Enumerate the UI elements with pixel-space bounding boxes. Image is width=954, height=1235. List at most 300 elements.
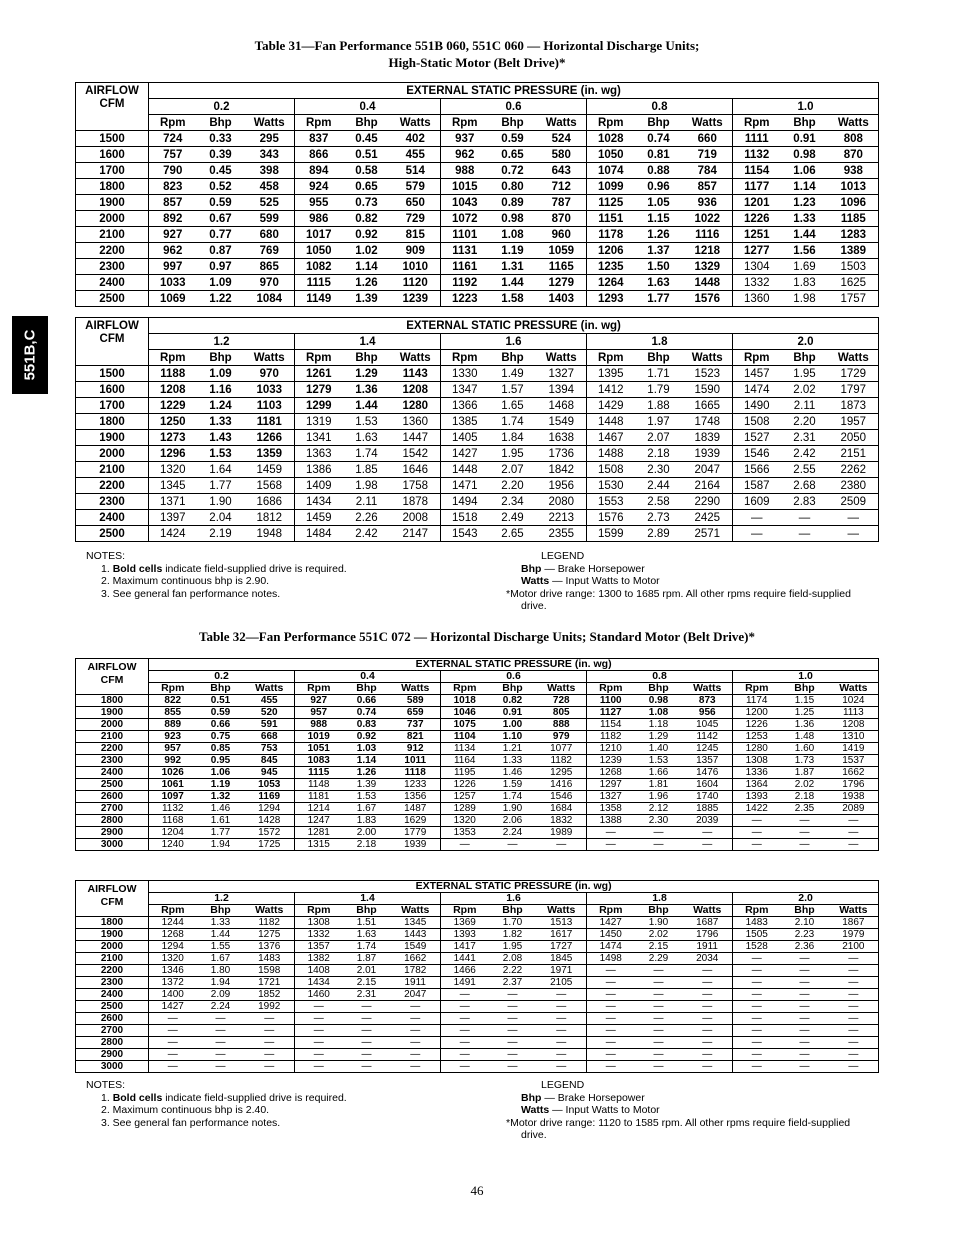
airflow-cell: 2500 bbox=[76, 526, 149, 542]
value-cell: 1182 bbox=[587, 731, 635, 743]
value-cell: 1.37 bbox=[635, 243, 683, 259]
value-cell: 2164 bbox=[683, 478, 733, 494]
value-cell: 1.58 bbox=[489, 291, 537, 307]
value-cell: 1796 bbox=[683, 929, 733, 941]
value-cell: — bbox=[781, 1013, 829, 1025]
value-cell: 823 bbox=[149, 179, 197, 195]
value-cell: 1508 bbox=[587, 462, 635, 478]
value-cell: 1.98 bbox=[781, 291, 829, 307]
value-cell: 1182 bbox=[537, 755, 587, 767]
column-label: Rpm bbox=[441, 905, 489, 917]
value-cell: 1503 bbox=[829, 259, 879, 275]
pressure-header: 0.6 bbox=[441, 99, 587, 115]
value-cell: 1218 bbox=[683, 243, 733, 259]
value-cell: 1447 bbox=[391, 430, 441, 446]
value-cell: 1336 bbox=[733, 767, 781, 779]
value-cell: 1154 bbox=[733, 163, 781, 179]
value-cell: 1134 bbox=[441, 743, 489, 755]
value-cell: — bbox=[635, 1001, 683, 1013]
column-label: Bhp bbox=[343, 350, 391, 366]
value-cell: 719 bbox=[683, 147, 733, 163]
pressure-header: 2.0 bbox=[733, 893, 879, 905]
value-cell: 1024 bbox=[829, 695, 879, 707]
value-cell: 1393 bbox=[733, 791, 781, 803]
value-cell: 938 bbox=[829, 163, 879, 179]
value-cell: — bbox=[197, 1013, 245, 1025]
pressure-header: 0.2 bbox=[149, 99, 295, 115]
airflow-cell: 1500 bbox=[76, 366, 149, 382]
table-row bbox=[76, 179, 879, 195]
column-label: Rpm bbox=[295, 905, 343, 917]
value-cell: — bbox=[197, 1025, 245, 1037]
value-cell: — bbox=[441, 1025, 489, 1037]
value-cell: 1686 bbox=[245, 494, 295, 510]
column-label: Bhp bbox=[343, 905, 391, 917]
side-tab-label: 551B,C bbox=[21, 329, 39, 381]
value-cell: 1308 bbox=[295, 917, 343, 929]
column-label: Watts bbox=[829, 350, 879, 366]
table-row bbox=[76, 695, 879, 707]
value-cell: 1308 bbox=[733, 755, 781, 767]
value-cell: 1028 bbox=[587, 131, 635, 147]
value-cell: 1226 bbox=[733, 719, 781, 731]
value-cell: — bbox=[343, 1049, 391, 1061]
value-cell: 2.73 bbox=[635, 510, 683, 526]
value-cell: 1104 bbox=[441, 731, 489, 743]
column-label: Bhp bbox=[635, 683, 683, 695]
value-cell: 2425 bbox=[683, 510, 733, 526]
value-cell: 1235 bbox=[587, 259, 635, 275]
table-row bbox=[76, 526, 879, 542]
value-cell: 1154 bbox=[587, 719, 635, 731]
value-cell: 1210 bbox=[587, 743, 635, 755]
value-cell: 1.56 bbox=[781, 243, 829, 259]
value-cell: 909 bbox=[391, 243, 441, 259]
value-cell: 1409 bbox=[295, 478, 343, 494]
value-cell: 0.81 bbox=[635, 147, 683, 163]
table-row bbox=[76, 195, 879, 211]
value-cell: 1.83 bbox=[343, 815, 391, 827]
value-cell: 1488 bbox=[587, 446, 635, 462]
value-cell: 1113 bbox=[829, 707, 879, 719]
column-label: Bhp bbox=[489, 683, 537, 695]
value-cell: 2.68 bbox=[781, 478, 829, 494]
value-cell: 0.45 bbox=[343, 131, 391, 147]
value-cell: 2100 bbox=[829, 941, 879, 953]
value-cell: — bbox=[149, 1013, 197, 1025]
value-cell: 2.65 bbox=[489, 526, 537, 542]
column-label: Watts bbox=[391, 350, 441, 366]
value-cell: — bbox=[587, 965, 635, 977]
column-label: Bhp bbox=[197, 683, 245, 695]
table-row bbox=[76, 227, 879, 243]
airflow-cell: 2100 bbox=[76, 953, 149, 965]
value-cell: 2.20 bbox=[781, 414, 829, 430]
value-cell: 1528 bbox=[733, 941, 781, 953]
value-cell: 1.81 bbox=[635, 779, 683, 791]
value-cell: 1460 bbox=[295, 989, 343, 1001]
legend-watts: Watts — Input Watts to Motor bbox=[521, 1104, 660, 1116]
value-cell: 1200 bbox=[733, 707, 781, 719]
value-cell: 1347 bbox=[441, 382, 489, 398]
value-cell: 1168 bbox=[149, 815, 197, 827]
airflow-cell: 2000 bbox=[76, 719, 149, 731]
value-cell: — bbox=[781, 815, 829, 827]
value-cell: 1403 bbox=[537, 291, 587, 307]
table-row bbox=[76, 414, 879, 430]
value-cell: 1957 bbox=[829, 414, 879, 430]
value-cell: 757 bbox=[149, 147, 197, 163]
table32-notes bbox=[86, 1079, 506, 1129]
value-cell: — bbox=[781, 965, 829, 977]
value-cell: 343 bbox=[245, 147, 295, 163]
value-cell: 0.98 bbox=[781, 147, 829, 163]
value-cell: 2047 bbox=[683, 462, 733, 478]
value-cell: 599 bbox=[245, 211, 295, 227]
value-cell: 2509 bbox=[829, 494, 879, 510]
value-cell: 1992 bbox=[245, 1001, 295, 1013]
column-label: Watts bbox=[245, 350, 295, 366]
value-cell: 2.15 bbox=[635, 941, 683, 953]
value-cell: 1059 bbox=[537, 243, 587, 259]
value-cell: 1050 bbox=[587, 147, 635, 163]
value-cell: 1251 bbox=[733, 227, 781, 243]
value-cell: 1779 bbox=[391, 827, 441, 839]
value-cell: 1427 bbox=[441, 446, 489, 462]
value-cell: — bbox=[829, 1001, 879, 1013]
value-cell: — bbox=[391, 1001, 441, 1013]
value-cell: 1.14 bbox=[343, 259, 391, 275]
value-cell: — bbox=[391, 1049, 441, 1061]
value-cell: 2355 bbox=[537, 526, 587, 542]
value-cell: 1.10 bbox=[489, 731, 537, 743]
value-cell: — bbox=[537, 1001, 587, 1013]
value-cell: 1366 bbox=[441, 398, 489, 414]
value-cell: 1.95 bbox=[781, 366, 829, 382]
value-cell: 1.83 bbox=[781, 275, 829, 291]
value-cell: 1.25 bbox=[781, 707, 829, 719]
value-cell: 2.23 bbox=[781, 929, 829, 941]
value-cell: 1405 bbox=[441, 430, 489, 446]
value-cell: 2.30 bbox=[635, 815, 683, 827]
value-cell: — bbox=[295, 1025, 343, 1037]
esp-header: EXTERNAL STATIC PRESSURE (in. wg) bbox=[149, 318, 879, 334]
value-cell: — bbox=[537, 1061, 587, 1073]
value-cell: 1629 bbox=[391, 815, 441, 827]
value-cell: 1.43 bbox=[197, 430, 245, 446]
column-label: Watts bbox=[683, 115, 733, 131]
value-cell: 1296 bbox=[149, 446, 197, 462]
value-cell: 992 bbox=[149, 755, 197, 767]
value-cell: — bbox=[733, 526, 781, 542]
value-cell: — bbox=[829, 827, 879, 839]
value-cell: 2.18 bbox=[781, 791, 829, 803]
value-cell: 1.06 bbox=[197, 767, 245, 779]
column-label: Watts bbox=[245, 115, 295, 131]
value-cell: 1989 bbox=[537, 827, 587, 839]
value-cell: 936 bbox=[683, 195, 733, 211]
table-row bbox=[76, 382, 879, 398]
pressure-header: 1.6 bbox=[441, 893, 587, 905]
value-cell: 1148 bbox=[295, 779, 343, 791]
value-cell: 1.33 bbox=[197, 917, 245, 929]
value-cell: 1.61 bbox=[197, 815, 245, 827]
value-cell: 1239 bbox=[587, 755, 635, 767]
value-cell: — bbox=[635, 1049, 683, 1061]
value-cell: — bbox=[683, 1013, 733, 1025]
value-cell: — bbox=[829, 965, 879, 977]
table-row bbox=[76, 243, 879, 259]
value-cell: 724 bbox=[149, 131, 197, 147]
value-cell: 1257 bbox=[441, 791, 489, 803]
value-cell: 1483 bbox=[733, 917, 781, 929]
value-cell: — bbox=[489, 1061, 537, 1073]
airflow-cell: 2400 bbox=[76, 767, 149, 779]
value-cell: — bbox=[829, 1037, 879, 1049]
value-cell: 2089 bbox=[829, 803, 879, 815]
value-cell: — bbox=[829, 1025, 879, 1037]
value-cell: 1294 bbox=[245, 803, 295, 815]
value-cell: 1467 bbox=[587, 430, 635, 446]
value-cell: — bbox=[245, 1049, 295, 1061]
value-cell: 2047 bbox=[391, 989, 441, 1001]
value-cell: 1395 bbox=[587, 366, 635, 382]
value-cell: 2.55 bbox=[781, 462, 829, 478]
value-cell: 1043 bbox=[441, 195, 489, 211]
value-cell: 737 bbox=[391, 719, 441, 731]
column-label: Watts bbox=[683, 905, 733, 917]
value-cell: 2.31 bbox=[343, 989, 391, 1001]
value-cell: 0.80 bbox=[489, 179, 537, 195]
value-cell: 962 bbox=[149, 243, 197, 259]
value-cell: 1214 bbox=[295, 803, 343, 815]
value-cell: — bbox=[149, 1037, 197, 1049]
table-row bbox=[76, 131, 879, 147]
value-cell: 1.65 bbox=[489, 398, 537, 414]
value-cell: 1979 bbox=[829, 929, 879, 941]
table31-title-line2: High‑Static Motor (Belt Drive)* bbox=[388, 55, 566, 70]
value-cell: 1084 bbox=[245, 291, 295, 307]
table-row bbox=[76, 1001, 879, 1013]
value-cell: 589 bbox=[391, 695, 441, 707]
value-cell: 2.02 bbox=[781, 779, 829, 791]
value-cell: 1013 bbox=[829, 179, 879, 195]
value-cell: 866 bbox=[295, 147, 343, 163]
value-cell: 1253 bbox=[733, 731, 781, 743]
pressure-header: 1.4 bbox=[295, 893, 441, 905]
value-cell: 1.79 bbox=[635, 382, 683, 398]
value-cell: — bbox=[635, 1025, 683, 1037]
value-cell: 1281 bbox=[295, 827, 343, 839]
value-cell: 1727 bbox=[537, 941, 587, 953]
value-cell: 924 bbox=[295, 179, 343, 195]
value-cell: 955 bbox=[295, 195, 343, 211]
value-cell: 1.24 bbox=[197, 398, 245, 414]
value-cell: 1443 bbox=[391, 929, 441, 941]
value-cell: 1330 bbox=[441, 366, 489, 382]
airflow-cell: 1900 bbox=[76, 707, 149, 719]
table32-block2 bbox=[75, 880, 879, 1073]
table-row bbox=[76, 275, 879, 291]
value-cell: 822 bbox=[149, 695, 197, 707]
value-cell: 1.00 bbox=[489, 719, 537, 731]
value-cell: 1428 bbox=[245, 815, 295, 827]
value-cell: 2.00 bbox=[343, 827, 391, 839]
table-row bbox=[76, 398, 879, 414]
value-cell: 402 bbox=[391, 131, 441, 147]
value-cell: 1120 bbox=[391, 275, 441, 291]
value-cell: 0.74 bbox=[343, 707, 391, 719]
value-cell: 1.51 bbox=[343, 917, 391, 929]
value-cell: 1.94 bbox=[197, 977, 245, 989]
value-cell: — bbox=[295, 1049, 343, 1061]
airflow-cell: 2000 bbox=[76, 941, 149, 953]
value-cell: 1.70 bbox=[489, 917, 537, 929]
value-cell: 1201 bbox=[733, 195, 781, 211]
airflow-cell: 2400 bbox=[76, 989, 149, 1001]
airflow-header: AIRFLOW CFM bbox=[76, 83, 149, 131]
value-cell: — bbox=[683, 1001, 733, 1013]
value-cell: 2151 bbox=[829, 446, 879, 462]
value-cell: 845 bbox=[245, 755, 295, 767]
value-cell: 1385 bbox=[441, 414, 489, 430]
value-cell: 2.11 bbox=[781, 398, 829, 414]
value-cell: 1101 bbox=[441, 227, 489, 243]
value-cell: — bbox=[489, 1049, 537, 1061]
value-cell: 1164 bbox=[441, 755, 489, 767]
value-cell: 1543 bbox=[441, 526, 489, 542]
value-cell: — bbox=[295, 1061, 343, 1073]
value-cell: 1280 bbox=[733, 743, 781, 755]
value-cell: 0.88 bbox=[635, 163, 683, 179]
value-cell: 0.58 bbox=[343, 163, 391, 179]
value-cell: 927 bbox=[295, 695, 343, 707]
value-cell: 1.15 bbox=[635, 211, 683, 227]
airflow-cell: 2200 bbox=[76, 965, 149, 977]
value-cell: — bbox=[343, 1013, 391, 1025]
value-cell: 1.33 bbox=[197, 414, 245, 430]
value-cell: 1229 bbox=[149, 398, 197, 414]
value-cell: 1.53 bbox=[343, 791, 391, 803]
value-cell: 0.66 bbox=[343, 695, 391, 707]
value-cell: 0.98 bbox=[489, 211, 537, 227]
table-row bbox=[76, 1013, 879, 1025]
value-cell: 1530 bbox=[587, 478, 635, 494]
value-cell: 769 bbox=[245, 243, 295, 259]
value-cell: — bbox=[245, 1025, 295, 1037]
value-cell: 0.82 bbox=[343, 211, 391, 227]
value-cell: — bbox=[587, 827, 635, 839]
value-cell: 680 bbox=[245, 227, 295, 243]
value-cell: 808 bbox=[829, 131, 879, 147]
value-cell: 970 bbox=[245, 366, 295, 382]
value-cell: 1.08 bbox=[635, 707, 683, 719]
value-cell: — bbox=[683, 1025, 733, 1037]
column-label: Bhp bbox=[781, 905, 829, 917]
value-cell: 2.04 bbox=[197, 510, 245, 526]
value-cell: 2.42 bbox=[343, 526, 391, 542]
airflow-cell: 2800 bbox=[76, 1037, 149, 1049]
value-cell: — bbox=[635, 989, 683, 1001]
value-cell: 857 bbox=[683, 179, 733, 195]
value-cell: 1.74 bbox=[343, 941, 391, 953]
airflow-cell: 2300 bbox=[76, 494, 149, 510]
airflow-cell: 1600 bbox=[76, 147, 149, 163]
value-cell: — bbox=[733, 989, 781, 1001]
value-cell: 712 bbox=[537, 179, 587, 195]
value-cell: 1332 bbox=[733, 275, 781, 291]
value-cell: — bbox=[683, 977, 733, 989]
value-cell: 1758 bbox=[391, 478, 441, 494]
value-cell: 1.32 bbox=[197, 791, 245, 803]
table-row bbox=[76, 259, 879, 275]
value-cell: 2.08 bbox=[489, 953, 537, 965]
value-cell: — bbox=[391, 1061, 441, 1073]
value-cell: 1250 bbox=[149, 414, 197, 430]
value-cell: 1261 bbox=[295, 366, 343, 382]
pressure-header: 0.6 bbox=[441, 671, 587, 683]
value-cell: 1625 bbox=[829, 275, 879, 291]
value-cell: — bbox=[587, 1025, 635, 1037]
column-label: Watts bbox=[391, 115, 441, 131]
value-cell: — bbox=[537, 989, 587, 1001]
value-cell: 1.74 bbox=[489, 791, 537, 803]
value-cell: 1177 bbox=[733, 179, 781, 195]
column-label: Rpm bbox=[733, 905, 781, 917]
value-cell: 1422 bbox=[733, 803, 781, 815]
value-cell: 1508 bbox=[733, 414, 781, 430]
value-cell: 1116 bbox=[683, 227, 733, 243]
pressure-header: 0.8 bbox=[587, 99, 733, 115]
value-cell: 815 bbox=[391, 227, 441, 243]
value-cell: — bbox=[781, 989, 829, 1001]
table-row bbox=[76, 917, 879, 929]
airflow-cell: 1800 bbox=[76, 414, 149, 430]
value-cell: 1474 bbox=[733, 382, 781, 398]
value-cell: 1.60 bbox=[781, 743, 829, 755]
value-cell: 455 bbox=[391, 147, 441, 163]
value-cell: 1.19 bbox=[489, 243, 537, 259]
note-3: 3. See general fan performance notes. bbox=[101, 1116, 281, 1129]
value-cell: 1939 bbox=[683, 446, 733, 462]
value-cell: 1.84 bbox=[489, 430, 537, 446]
value-cell: 0.52 bbox=[197, 179, 245, 195]
value-cell: 1208 bbox=[829, 719, 879, 731]
value-cell: 1097 bbox=[149, 791, 197, 803]
table-row bbox=[76, 163, 879, 179]
value-cell: 1279 bbox=[537, 275, 587, 291]
value-cell: 1.14 bbox=[781, 179, 829, 195]
airflow-cell: 1800 bbox=[76, 695, 149, 707]
value-cell: 1457 bbox=[733, 366, 781, 382]
value-cell: 1.66 bbox=[635, 767, 683, 779]
value-cell: 1.73 bbox=[781, 755, 829, 767]
value-cell: — bbox=[489, 989, 537, 1001]
value-cell: 1468 bbox=[537, 398, 587, 414]
airflow-cell: 2200 bbox=[76, 743, 149, 755]
value-cell: 0.74 bbox=[635, 131, 683, 147]
value-cell: 1878 bbox=[391, 494, 441, 510]
value-cell: 1474 bbox=[587, 941, 635, 953]
value-cell: 1736 bbox=[537, 446, 587, 462]
value-cell: 1.18 bbox=[635, 719, 683, 731]
column-label: Watts bbox=[245, 683, 295, 695]
column-label: Rpm bbox=[587, 350, 635, 366]
value-cell: 1332 bbox=[295, 929, 343, 941]
value-cell: 1083 bbox=[295, 755, 343, 767]
column-label: Rpm bbox=[733, 683, 781, 695]
value-cell: 1233 bbox=[391, 779, 441, 791]
